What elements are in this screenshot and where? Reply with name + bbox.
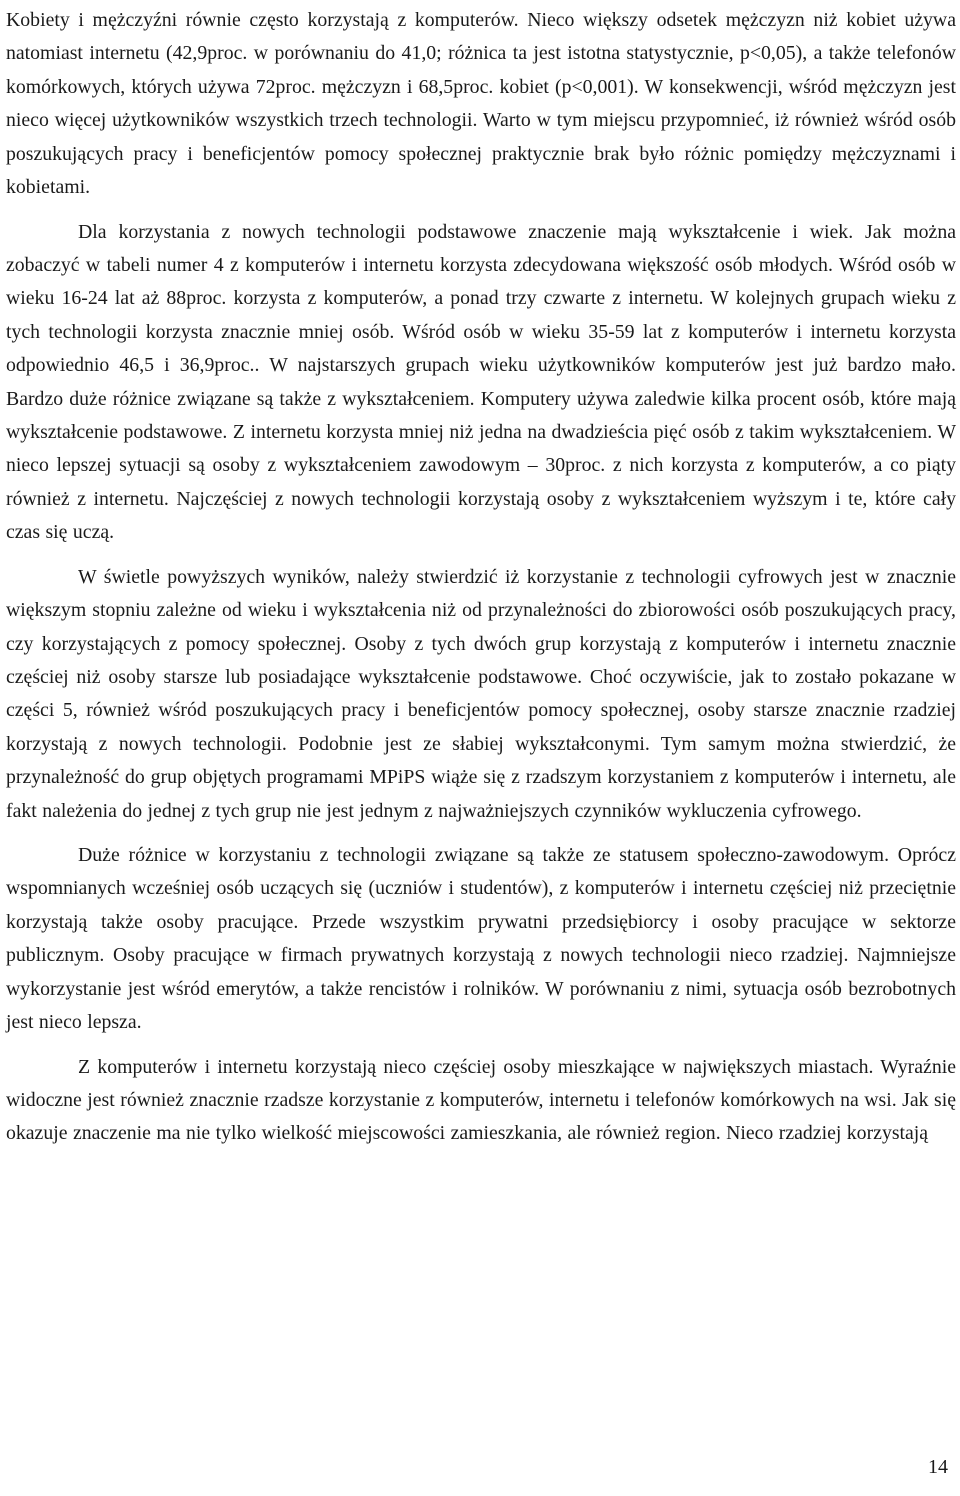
paragraph-conclusion: W świetle powyższych wyników, należy stwierdzić iż korzystanie z technologii cyfrowych jest w znacznie większym stopniu zależne od wieku i wykształcenia niż od przynależności do zbiorowości osób poszukujących pracy, czy korzystających z pomocy społecznej. Osoby z tych dwóch grup korzystają z komputerów i internetu znacznie częściej niż osoby starsze lub posiadające wykształcenie podstawowe. Choć oczywiście, jak to zostało pokazane w części 5, również wśród poszukujących pracy i beneficjentów pomocy społecznej, osoby starsze znacznie rzadziej korzystają z nowych technologii. Podobnie jest ze słabiej wykształconymi. Tym samym można stwierdzić, że przynależność do grup objętych programami MPiPS wiąże się z rzadszym korzystaniem z komputerów i internetu, ale fakt należenia do jednej z tych grup nie jest jednym z najważniejszych czynników wykluczenia cyfrowego. xyxy=(6,565,956,822)
paragraph-gender: Kobiety i mężczyźni równie często korzystają z komputerów. Nieco większy odsetek mężczyzn niż kobiet używa natomiast internetu (42,9proc. w porównaniu do 41,0; różnica ta jest istotna statystycznie, p<0,05), a także telefonów komórkowych, których używa 72proc. mężczyzn i 68,5proc. kobiet (p<0,001). W konsekwencji, wśród mężczyzn jest nieco więcej użytkowników wszystkich trzech technologii. Warto w tym miejscu przypomnieć, iż również wśród osób poszukujących pracy i beneficjentów pomocy społecznej praktycznie brak było różnic pomiędzy mężczyznami i kobietami. xyxy=(6,9,956,199)
page-number: 14 xyxy=(928,1456,948,1478)
paragraph-social-status: Duże różnice w korzystaniu z technologii związane są także ze statusem społeczno-zawodowym. Oprócz wspomnianych wcześniej osób uczących się (uczniów i studentów), z komputerów i internetu częściej niż przeciętnie korzystają także osoby pracujące. Przede wszystkim prywatni przedsiębiorcy i osoby pracujące w sektorze publicznym. Osoby pracujące w firmach prywatnych korzystają z nowych technologii nieco rzadziej. Najmniejsze wykorzystanie jest wśród emerytów, a także rencistów i rolników. W porównaniu z nimi, sytuacja osób bezrobotnych jest nieco lepsza. xyxy=(6,844,956,1034)
paragraph-place-of-residence: Z komputerów i internetu korzystają nieco częściej osoby mieszkające w największych miastach. Wyraźnie widoczne jest również znacznie rzadsze korzystanie z komputerów, internetu i telefonów komórkowych na wsi. Jak się okazuje znaczenie ma nie tylko wielkość miejscowości zamieszkania, ale również region. Nieco rzadziej korzystają xyxy=(6,1055,956,1145)
paragraph-education-age: Dla korzystania z nowych technologii podstawowe znaczenie mają wykształcenie i wiek. Jak można zobaczyć w tabeli numer 4 z komputerów i internetu korzysta zdecydowana większość osób młodych. Wśród osób w wieku 16-24 lat aż 88proc. korzysta z komputerów, a ponad trzy czwarte z internetu. W kolejnych grupach wieku z tych technologii korzysta znacznie mniej osób. Wśród osób w wieku 35-59 lat z komputerów i internetu korzysta odpowiednio 46,5 i 36,9proc.. W najstarszych grupach wieku użytkowników komputerów jest już bardzo mało. Bardzo duże różnice związane są także z wykształceniem. Komputery używa zaledwie kilka procent osób, które mają wykształcenie podstawowe. Z internetu korzysta mniej niż jedna na dwadzieścia pięć osób z takim wykształceniem. W nieco lepszej sytuacji są osoby z wykształceniem zawodowym – 30proc. z nich korzysta z komputerów, a co piąty również z internetu. Najczęściej z nowych technologii korzystają osoby z wykształceniem wyższym i te, które cały czas się uczą. xyxy=(6,220,956,544)
body-text xyxy=(6,4,956,1162)
